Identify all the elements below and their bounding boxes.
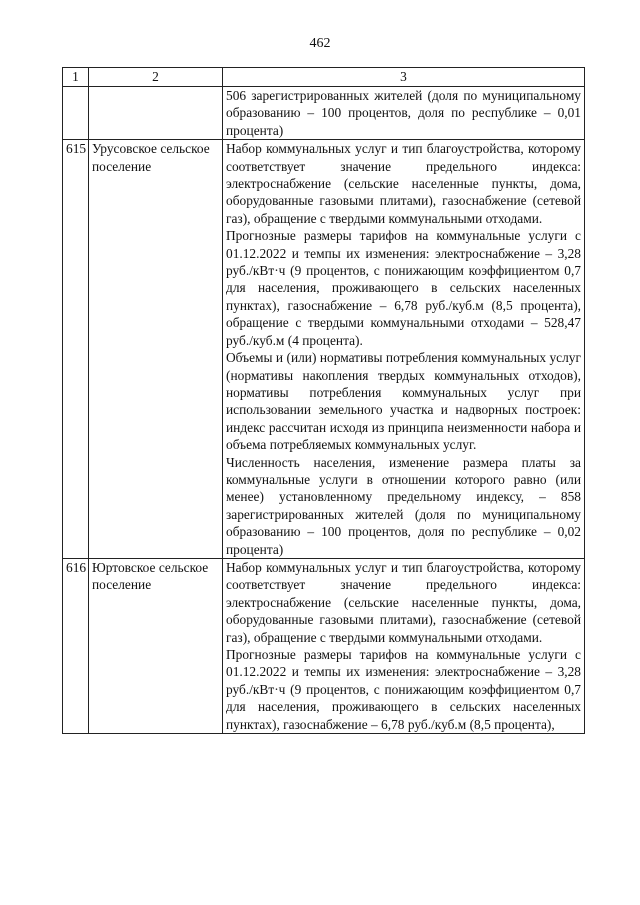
table-row: [63, 140, 585, 559]
settlement-name: Юртовское сельское поселение: [89, 558, 223, 733]
description-paragraph: Набор коммунальных услуг и тип благоустройства, которому соответствует значение предельного индекса: электроснабжение (сельские населенные пункты, дома, оборудованные газовыми плитами), газоснабжение (сетевой газ), обращение с твердыми коммунальными отходами.: [226, 559, 581, 645]
description-paragraph: Численность населения, изменение размера платы за коммунальные услуги в отношении которого равно (или менее) установленному предельному индексу, – 858 зарегистрированных жителей (доля по муниципальному образованию – 100 процентов, доля по республике – 0,02 процента): [226, 454, 581, 557]
column-header-settlement: 2: [89, 68, 223, 87]
column-header-number: 1: [63, 68, 89, 87]
table-row-continuation: [63, 87, 585, 140]
row-number: 615: [63, 140, 89, 559]
description-paragraph: 506 зарегистрированных жителей (доля по муниципальному образованию – 100 процентов, доля по республике – 0,01 процента): [226, 88, 581, 138]
table-header-row: [63, 68, 585, 87]
description-cell: [223, 558, 585, 733]
settlement-name: Урусовское сельское поселение: [89, 140, 223, 559]
description-cell: [223, 140, 585, 559]
description-cell: [223, 87, 585, 140]
column-header-description: 3: [223, 68, 585, 87]
empty-cell: [89, 87, 223, 140]
description-paragraph: Объемы и (или) нормативы потребления коммунальных услуг (нормативы накопления твердых коммунальных отходов), нормативы потребления коммунальных услуг при использовании земельного участка и надворных построек: индекс рассчитан исходя из принципа неизменности набора и объема потребляемых коммунальных услуг.: [226, 350, 581, 453]
page-number: 462: [309, 36, 331, 51]
tariff-table: [62, 67, 585, 734]
empty-cell: [63, 87, 89, 140]
description-paragraph: Прогнозные размеры тарифов на коммунальные услуги с 01.12.2022 и темпы их изменения: электроснабжение – 3,28 руб./кВт·ч (9 процентов, с понижающим коэффициентом 0,7 для населения, проживающего в сельских населенных пунктах), газоснабжение – 6,78 руб./куб.м (8,5 процента),: [226, 647, 581, 732]
description-paragraph: Набор коммунальных услуг и тип благоустройства, которому соответствует значение предельного индекса: электроснабжение (сельские населенные пункты, дома, оборудованные газовыми плитами), газоснабжение (сетевой газ), обращение с твердыми коммунальными отходами.: [226, 141, 581, 226]
description-paragraph: Прогнозные размеры тарифов на коммунальные услуги с 01.12.2022 и темпы их изменения: электроснабжение – 3,28 руб./кВт·ч (9 процентов, с понижающим коэффициентом 0,7 для населения, проживающего в сельских населенных пунктах), газоснабжение – 6,78 руб./куб.м (8,5 процента), обращение с твердыми коммунальными отходами – 528,47 руб./куб.м (4 процента).: [226, 228, 581, 348]
table-row: [63, 558, 585, 733]
row-number: 616: [63, 558, 89, 733]
